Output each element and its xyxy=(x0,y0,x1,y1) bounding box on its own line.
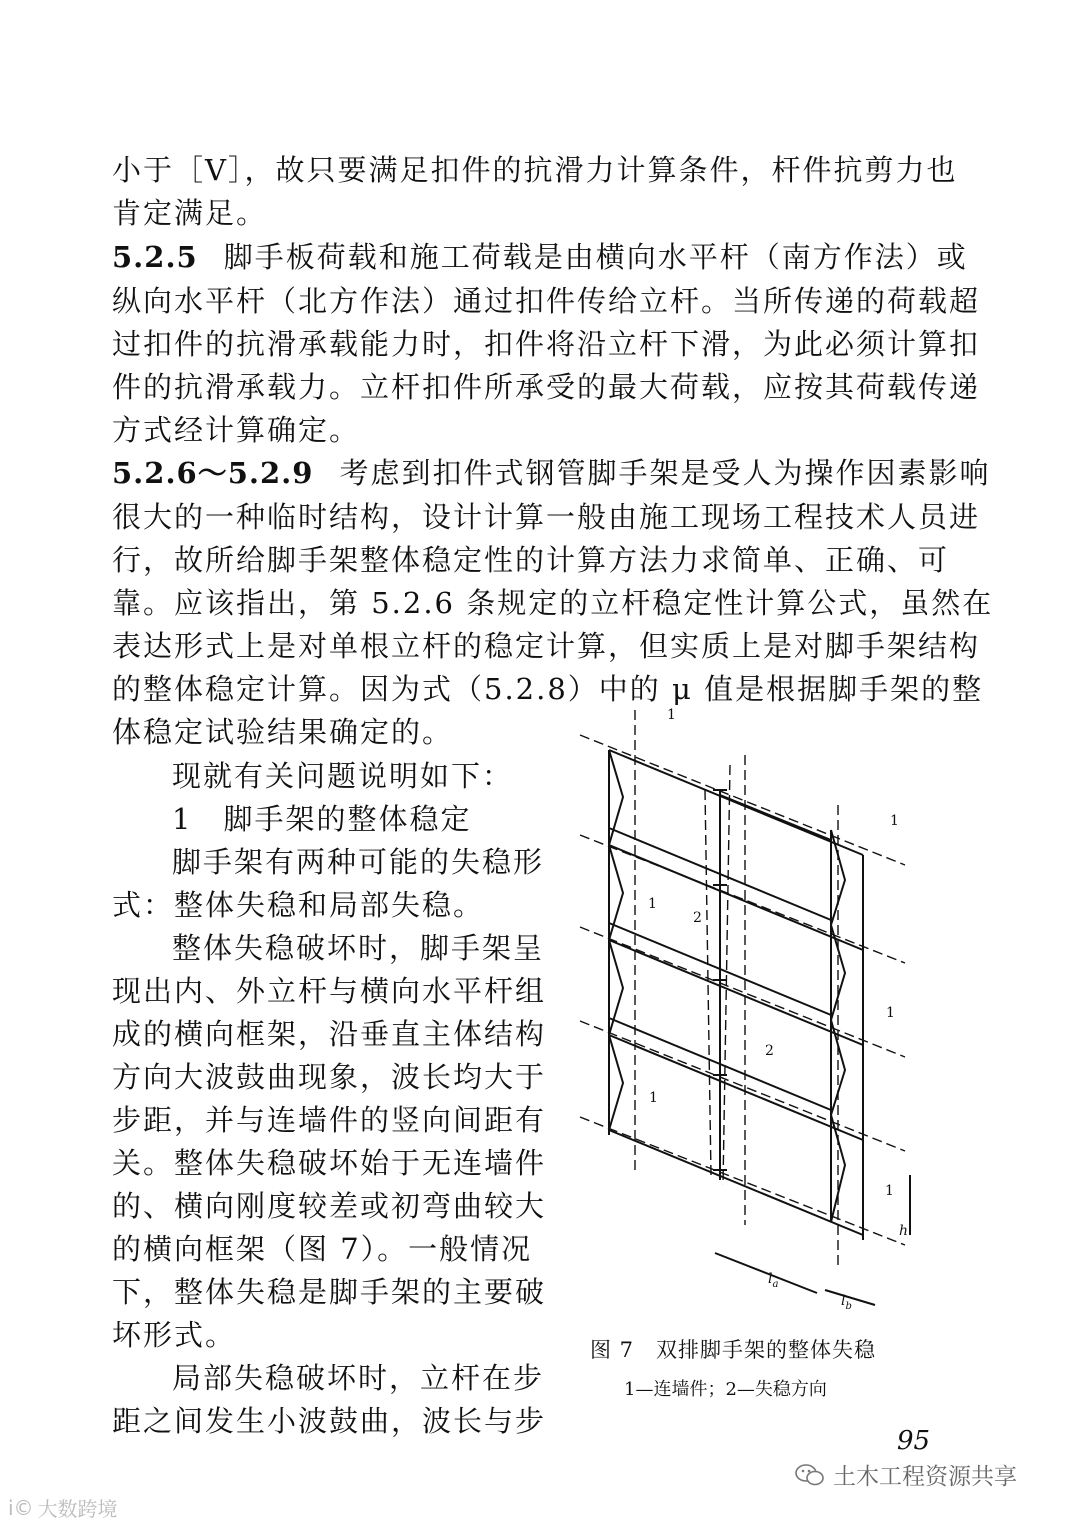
section-5-2-6-line xyxy=(112,453,990,493)
text-line: 下，整体失稳是脚手架的主要破 xyxy=(112,1275,547,1309)
label-1: 1 xyxy=(886,1005,895,1021)
text-line: 方式经计算确定。 xyxy=(112,413,361,447)
text-line: 步距，并与连墙件的竖向间距有 xyxy=(112,1103,547,1137)
text-line: 体稳定试验结果确定的。 xyxy=(112,715,454,749)
section-number: 5.2.5 xyxy=(112,240,198,274)
text-line: 局部失稳破坏时，立杆在步 xyxy=(172,1361,545,1395)
text-line: 纵向水平杆（北方作法）通过扣件传给立杆。当所传递的荷载超 xyxy=(112,284,981,318)
text-line: 坏形式。 xyxy=(112,1318,237,1352)
text-line: 肯定满足。 xyxy=(112,196,268,230)
text-line: 行，故所给脚手架整体稳定性的计算方法力求简单、正确、可 xyxy=(112,543,950,577)
text-line: 的整体稳定计算。因为式（5.2.8）中的 μ 值是根据脚手架的整 xyxy=(112,672,984,706)
text-line: 现出内、外立杆与横向水平杆组 xyxy=(112,974,547,1008)
text-line: 的横向框架（图 7）。一般情况 xyxy=(112,1232,533,1266)
text-line: 的、横向刚度较差或初弯曲较大 xyxy=(112,1189,547,1223)
section-heading: 1 脚手架的整体稳定 xyxy=(172,802,472,836)
label-1: 1 xyxy=(649,1090,658,1106)
watermark-left-text: 大数跨境 xyxy=(37,1497,118,1521)
text-line: 整体失稳破坏时，脚手架呈 xyxy=(172,931,545,965)
text-line: 式：整体失稳和局部失稳。 xyxy=(112,888,485,922)
figure-legend: 1—连墙件；2—失稳方向 xyxy=(624,1379,827,1400)
watermark-left xyxy=(8,1493,118,1522)
label-1: 1 xyxy=(890,813,899,829)
watermark-right xyxy=(795,1458,1017,1491)
figure-caption: 图 7 双排脚手架的整体失稳 xyxy=(590,1338,877,1362)
label-1: 1 xyxy=(885,1183,894,1199)
page-number: 95 xyxy=(897,1426,931,1456)
text-line: 关。整体失稳破坏始于无连墙件 xyxy=(112,1146,547,1180)
label-1: 1 xyxy=(648,896,657,912)
scaffold-buckling-figure xyxy=(575,705,925,1335)
label-2: 2 xyxy=(693,910,702,926)
label-la: $l_a$ xyxy=(768,1271,779,1290)
text-span: 考虑到扣件式钢管脚手架是受人为操作因素影响 xyxy=(339,456,991,490)
text-line: 过扣件的抗滑承载能力时，扣件将沿立杆下滑，为此必须计算扣 xyxy=(112,327,981,361)
text-line: 方向大波鼓曲现象，波长均大于 xyxy=(112,1060,547,1094)
section-number: 5.2.6～5.2.9 xyxy=(112,456,314,490)
text-line: 件的抗滑承载力。立杆扣件所承受的最大荷载，应按其荷载传递 xyxy=(112,370,981,404)
text-line: 很大的一种临时结构，设计计算一般由施工现场工程技术人员进 xyxy=(112,500,981,534)
label-h: h xyxy=(899,1223,909,1239)
watermark-logo-icon: i© xyxy=(8,1495,34,1520)
text-line: 表达形式上是对单根立杆的稳定计算，但实质上是对脚手架结构 xyxy=(112,629,981,663)
watermark-right-text: 土木工程资源共享 xyxy=(833,1464,1017,1490)
label-lb: $l_b$ xyxy=(841,1293,852,1312)
text-line: 靠。应该指出，第 5.2.6 条规定的立杆稳定性计算公式，虽然在 xyxy=(112,586,994,620)
text-line: 脚手架有两种可能的失稳形 xyxy=(172,845,545,879)
wechat-icon xyxy=(795,1463,825,1487)
label-1: 1 xyxy=(667,707,676,723)
text-span: 脚手板荷载和施工荷载是由横向水平杆（南方作法）或 xyxy=(223,240,968,274)
text-line: 小于［V］，故只要满足扣件的抗滑力计算条件，杆件抗剪力也 xyxy=(112,153,958,187)
text-line: 现就有关问题说明如下： xyxy=(172,759,514,793)
label-2: 2 xyxy=(765,1043,774,1059)
text-line: 距之间发生小波鼓曲，波长与步 xyxy=(112,1404,547,1438)
text-line: 成的横向框架，沿垂直主体结构 xyxy=(112,1017,547,1051)
section-5-2-5-line xyxy=(112,237,968,277)
